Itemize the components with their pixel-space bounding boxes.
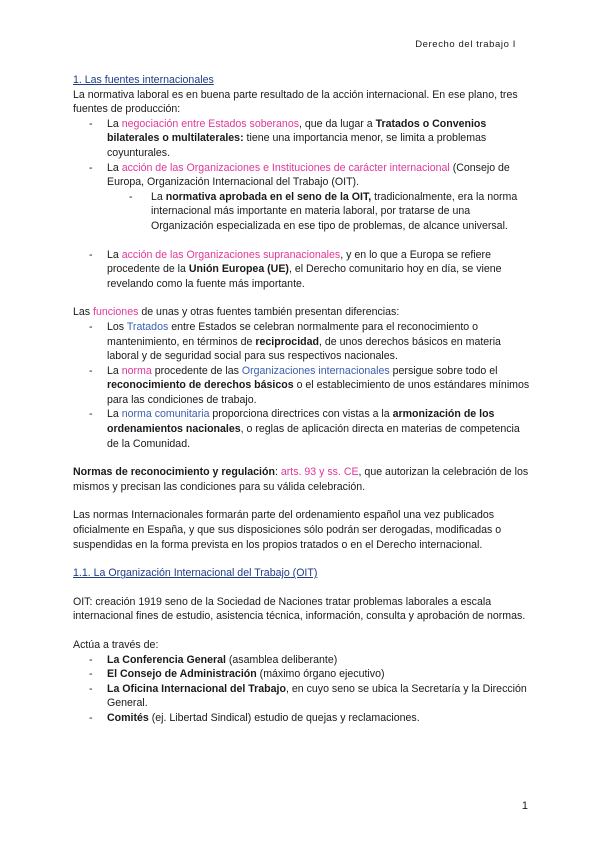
section-heading: 1.1. La Organización Internacional del Trabajo (OIT) [73,567,318,580]
highlight: acción de las Organizaciones e Instituciones de carácter internacional [121,161,450,174]
sub-list-item: - La normativa aprobada en el seno de la OIT, tradicionalmente, era la norma internacional más importante en materia laboral, por tratarse de una Organización especializada en ese tipo de problemas, de alcance universal. [129,190,518,232]
list-item: - La acción de las Organizaciones supranacionales, y en lo que a Europa se refiere procedente de la Unión Europea (UE), el Derecho comunitario hoy en día, se viene revelando como la fuente más importante. [89,248,502,290]
highlight: acción de las Organizaciones supranacionales [121,248,341,261]
list-item: - La Conferencia General (asamblea deliberante) [89,653,338,666]
list-item: - Los Tratados entre Estados se celebran normalmente para el reconocimiento o mantenimiento, en términos de reciprocidad, de unos derechos básicos en materia laboral y de seguridad social para sus respectivos nacionales. [89,320,501,363]
paragraph-oit: OIT: creación 1919 seno de la Sociedad de Naciones tratar problemas laborales a escala internacional fines de estudio, asistencia técnica, información, consulta y aprobación de normas. [73,595,526,623]
document-body [73,73,531,726]
paragraph-acts: Actúa a través de: [73,639,159,651]
paragraph-normas: Normas de reconocimiento y regulación: arts. 93 y ss. CE, que autorizan la celebración de los mismos y precisan las condiciones para su válida celebración. [73,466,529,493]
section-heading: 1. Las fuentes internacionales [73,74,214,86]
list-item: - La norma procedente de las Organizaciones internacionales persigue sobre todo el reconocimiento de derechos básicos o el establecimiento de unos estándares mínimos para las condiciones de trabajo. [89,364,530,406]
list-item: - La acción de las Organizaciones e Instituciones de carácter internacional (Consejo de Europa, Organización Internacional del Trabajo (OIT). [89,161,510,189]
header-title: Derecho del trabajo I [415,39,516,50]
paragraph-intro: La normativa laboral es en buena parte resultado de la acción internacional. En ese plano, tres fuentes de producción: [73,88,518,116]
list-item: - El Consejo de Administración (máximo órgano ejecutivo) [89,668,385,681]
page-number: 1 [521,800,528,812]
list-item: - La norma comunitaria proporciona directrices con vistas a la armonización de los ordenamientos nacionales, o reglas de aplicación directa en materias de competencia de la Comunidad. [89,408,520,450]
paragraph-functions: Las funciones de unas y otras fuentes también presentan diferencias: [73,306,400,319]
list-item: - La Oficina Internacional del Trabajo, en cuyo seno se ubica la Secretaría y la Dirección General. [89,682,527,710]
list-item: - La negociación entre Estados soberanos, que da lugar a Tratados o Convenios bilaterales o multilaterales: tiene una importancia menor, se limita a problemas coyunturales. [89,117,487,159]
highlight: negociación entre Estados soberanos [121,117,300,130]
paragraph-closing: Las normas Internacionales formarán parte del ordenamiento español una vez publicados oficialmente en España, y que sus disposiciones sólo podrán ser derogadas, modificadas o suspendidas en la forma prevista en los propios tratados o en el Derecho internacional. [73,509,502,551]
list-item: - Comités (ej. Libertad Sindical) estudio de quejas y reclamaciones. [89,711,420,724]
